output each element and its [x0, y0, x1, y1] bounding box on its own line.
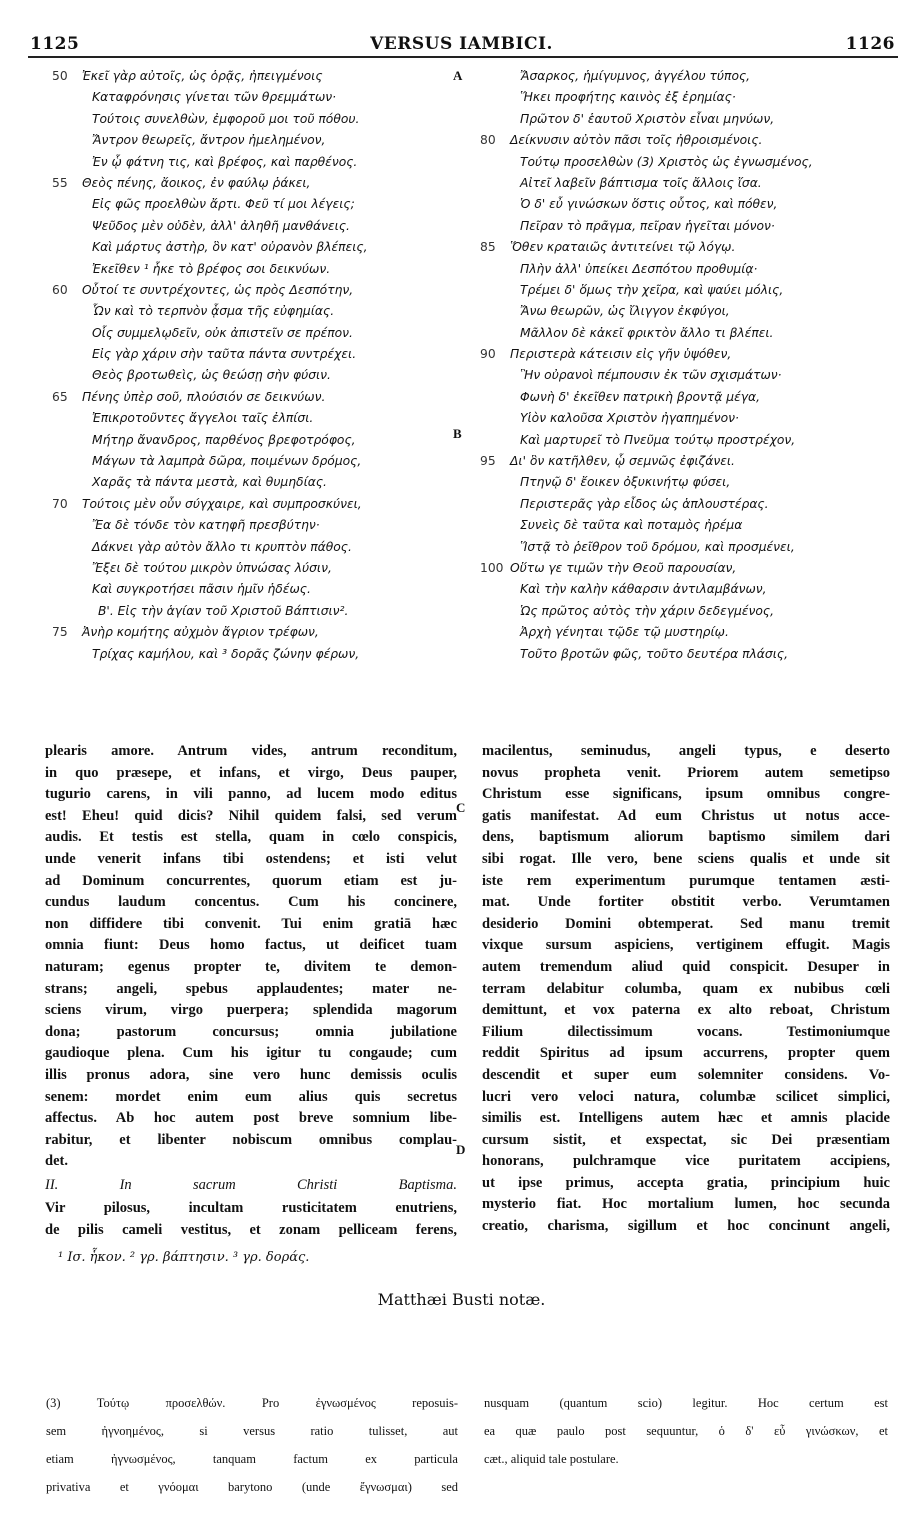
verse-line: [52, 365, 452, 386]
verse-text: Ἐκεῖ γὰρ αὐτοῖς, ὡς ὁρᾷς, ἠπειγμένοις: [82, 69, 323, 83]
prose-line: Christum esse significans, ipsum omnibus congre-: [482, 786, 890, 803]
prose-line: creatio, charisma, sigillum et hoc concinunt angeli,: [482, 1218, 890, 1235]
verse-line: [480, 194, 900, 215]
prose-line: rabitur, et libenter nobiscum omnibus complau-: [45, 1131, 457, 1148]
verse-text: Ἄσαρκος, ἡμίγυμνος, ἀγγέλου τύπος,: [520, 69, 751, 83]
verse-number: 90: [480, 347, 496, 362]
verse-line: [52, 622, 452, 643]
verse-text: Ὡς πρῶτος αὐτὸς τὴν χάριν δεδεγμένος,: [520, 603, 775, 618]
margin-letter-a: A: [453, 68, 463, 83]
verse-text: Καὶ μάρτυς ἀστὴρ, ὃν κατ' οὐρανὸν βλέπεις,: [92, 240, 368, 255]
verse-text: Οὕτω γε τιμῶν τὴν Θεοῦ παρουσίαν,: [510, 560, 737, 575]
verse-text: Πένης ὑπὲρ σοῦ, πλούσιόν σε δεικνύων.: [82, 389, 326, 404]
verse-line: [52, 344, 452, 365]
verse-text: Ὁ δ' εὖ γινώσκων ὅστις οὗτος, καὶ πόθεν,: [520, 197, 778, 212]
poem-title-text: Β'. Εἰς τὴν ἁγίαν τοῦ Χριστοῦ Βάπτισιν².: [98, 603, 349, 618]
verse-text: Ἄνω θεωρῶν, ὡς ἴλιγγον ἐκφύγοι,: [520, 304, 730, 319]
prose-line: tugurio carens, in vili panno, ad lucem modo editus: [45, 786, 457, 803]
verse-line: [480, 494, 900, 515]
verse-line: [52, 109, 452, 130]
verse-line: [52, 152, 452, 173]
verse-text: Οἷς συμμελῳδεῖν, οὐκ ἀπιστεῖν σε πρέπον.: [92, 325, 353, 340]
latin-column-right: [482, 741, 890, 1238]
verse-text: Πεῖραν τὸ πρᾶγμα, πεῖραν ἡγεῖται μόνον·: [520, 218, 775, 233]
verse-line: [52, 644, 452, 665]
verse-line: [480, 537, 900, 558]
verse-text: Ψεῦδος μὲν οὐδὲν, ἀλλ' ἀληθῆ μανθάνεις.: [92, 218, 350, 233]
verse-line: [480, 365, 900, 386]
verse-text: Υἱὸν καλοῦσα Χριστὸν ἠγαπημένον·: [520, 411, 739, 426]
prose-line: det.: [45, 1153, 68, 1170]
verse-line: [480, 515, 900, 536]
running-title: VERSUS IAMBICI.: [370, 34, 553, 54]
verse-text: Μάγων τὰ λαμπρὰ δῶρα, ποιμένων δρόμος,: [92, 454, 362, 469]
prose-line: Filium dilectissimum vocans. Testimoniumque: [482, 1023, 890, 1040]
verse-text: Πρῶτον δ' ἑαυτοῦ Χριστὸν εἶναι μηνύων,: [520, 111, 775, 126]
verse-line: [480, 323, 900, 344]
prose-line: audis. Et testis est stella, quam in cœlo conspicis,: [45, 829, 457, 846]
verse-line: [52, 130, 452, 151]
verse-number: 55: [52, 175, 68, 190]
header-rule: [28, 56, 898, 58]
prose-line: etiam ἠγνωσμένος, tanquam factum ex particula: [46, 1451, 458, 1466]
verse-text: Καὶ συγκροτήσει πᾶσιν ἡμῖν ἡδέως.: [92, 582, 311, 597]
prose-line: affectus. Ab hoc autem post breve somnium libe-: [45, 1110, 457, 1127]
verse-line: [480, 451, 900, 472]
verse-line: [480, 387, 900, 408]
verse-line: [480, 622, 900, 643]
verse-line: [52, 216, 452, 237]
verse-text: Ἀρχὴ γένηται τῷδε τῷ μυστηρίῳ.: [520, 625, 729, 640]
verse-line: [480, 87, 900, 108]
verse-text: Περιστερὰ κάτεισιν εἰς γῆν ὑψόθεν,: [510, 347, 732, 362]
verse-number: 100: [480, 560, 504, 575]
verse-line: [480, 601, 900, 622]
prose-line: dona; pastorum concursus; omnia jubilatione: [45, 1023, 457, 1040]
verse-line: [52, 451, 452, 472]
verse-line: [52, 408, 452, 429]
verse-line: [52, 280, 452, 301]
verse-text: Ἄντρον θεωρεῖς, ἄντρον ἠμελημένον,: [92, 133, 326, 148]
verse-line: [480, 472, 900, 493]
verse-text: Εἰς γὰρ χάριν σὴν ταῦτα πάντα συντρέχει.: [92, 347, 357, 362]
verse-text: Τούτῳ προσελθὼν (3) Χριστὸς ὡς ἐγνωσμένος,: [520, 154, 813, 169]
verse-line: [480, 344, 900, 365]
verse-text: Ἥκει προφήτης καινὸς ἐξ ἐρημίας·: [520, 90, 736, 105]
prose-line: novus propheta venit. Priorem autem semetipso: [482, 764, 890, 781]
prose-line: descendit et super eum solemniter considens. Vo-: [482, 1066, 890, 1083]
verse-text: Ἣν οὐρανοὶ πέμπουσιν ἐκ τῶν σχισμάτων·: [520, 368, 782, 383]
verse-line: [480, 173, 900, 194]
prose-line: strans; angeli, spebus applaudentes; mater ne-: [45, 980, 457, 997]
verse-line: [52, 430, 452, 451]
prose-line: unde venerit infans tibi ostendens; et isti velut: [45, 850, 457, 867]
prose-line: (3) Τούτῳ προσελθών. Pro ἐγνωσμένος reposuis-: [46, 1395, 458, 1410]
verse-text: Ὅθεν κραταιῶς ἀντιτείνει τῷ λόγῳ.: [510, 240, 736, 255]
prose-line: plearis amore. Antrum vides, antrum reconditum,: [45, 743, 457, 759]
verse-line: [52, 259, 452, 280]
verse-line: [480, 301, 900, 322]
prose-line: gaudioque plena. Cum his igitur tu congaude; cum: [45, 1045, 457, 1062]
verse-text: Μήτηρ ἄνανδρος, παρθένος βρεφοτρόφος,: [92, 432, 356, 447]
verse-text: Τούτοις μὲν οὖν σύγχαιρε, καὶ συμπροσκύνει,: [82, 496, 362, 511]
verse-text: Ἵστᾷ τὸ ῥεῖθρον τοῦ δρόμου, καὶ προσμένει,: [520, 539, 795, 554]
verse-line: [480, 430, 900, 451]
verse-line: [52, 537, 452, 558]
page-number-right: 1126: [845, 34, 895, 54]
verse-line: [480, 408, 900, 429]
verse-text: Αἰτεῖ λαβεῖν βάπτισμα τοῖς ἄλλοις ἴσα.: [520, 175, 762, 190]
verse-line: [480, 66, 900, 87]
prose-line: terram delabitur columba, quam ex nubibus cœli: [482, 980, 890, 997]
prose-line: Vir pilosus, incultam rusticitatem enutriens,: [45, 1200, 457, 1217]
prose-line: similis est. Intelligens autem hæc et amnis placide: [482, 1110, 890, 1127]
verse-line: [480, 280, 900, 301]
verse-text: Χαρᾶς τὰ πάντα μεστὰ, καὶ θυμηδίας.: [92, 475, 327, 490]
verse-text: Ἐν ᾧ φάτνη τις, καὶ βρέφος, καὶ παρθένος.: [92, 154, 358, 169]
prose-line: senem: mordet enim eum alius quis secretus: [45, 1088, 457, 1105]
margin-letter-d: D: [456, 1142, 466, 1157]
prose-line: ea quæ paulo post sequuntur, ὁ δ' εὖ γινώσκων, et: [484, 1423, 888, 1438]
verse-text: Συνεὶς δὲ ταῦτα καὶ ποταμὸς ἠρέμα: [520, 518, 743, 533]
prose-line: sem ἠγνοημένος, si versus ratio tulisset, aut: [46, 1423, 458, 1438]
verse-text: Φωνὴ δ' ἐκεῖθεν πατρικὴ βροντᾷ μέγα,: [520, 389, 761, 404]
verse-line: [52, 472, 452, 493]
verse-text: Τούτοις συνελθὼν, ἐμφοροῦ μοι τοῦ πόθου.: [92, 111, 360, 126]
prose-line: dens, baptismum aliorum baptismo similem dari: [482, 829, 890, 846]
verse-text: Καὶ τὴν καλὴν κάθαρσιν ἀντιλαμβάνων,: [520, 582, 767, 597]
prose-line: omnia fiunt: Deus homo factus, ut deificet tuam: [45, 937, 457, 954]
verse-line: [52, 515, 452, 536]
poem-title-greek: [52, 601, 452, 622]
prose-line: cundus laudum concentus. Cum his concinere,: [45, 894, 457, 911]
verse-text: Πλὴν ἀλλ' ὑπείκει Δεσπότου προθυμίᾳ·: [520, 261, 758, 276]
note-right: [484, 1383, 888, 1480]
greek-column-right: [480, 66, 900, 665]
verse-text: Καὶ μαρτυρεῖ τὸ Πνεῦμα τούτῳ προστρέχον,: [520, 432, 796, 447]
prose-line: in quo præsepe, et infans, et virgo, Deus pauper,: [45, 764, 457, 781]
prose-line: cursum sistit, et exspectat, sic Dei præsentiam: [482, 1131, 890, 1148]
verse-text: Ἔξει δὲ τούτου μικρὸν ὑπνώσας λύσιν,: [92, 560, 332, 575]
verse-text: Θεὸς πένης, ἄοικος, ἐν φαύλῳ ῥάκει,: [82, 175, 311, 190]
verse-number: 85: [480, 240, 496, 255]
verse-number: 65: [52, 389, 68, 404]
greek-column-left: [52, 66, 452, 665]
verse-line: [52, 301, 452, 322]
prose-line: iste rem experimentum purumque tentamen æsti-: [482, 872, 890, 889]
prose-line: demittunt, et vox paterna ex alto reboat, Christum: [482, 1002, 890, 1019]
page-number-left: 1125: [30, 34, 80, 54]
verse-line: [480, 558, 900, 579]
latin-column-left: [45, 741, 457, 1242]
verse-line: [480, 579, 900, 600]
verse-text: Ἐπικροτοῦντες ἄγγελοι ταῖς ἐλπίσι.: [92, 411, 314, 426]
verse-text: Τρέμει δ' ὅμως τὴν χεῖρα, καὶ ψαύει μόλις,: [520, 282, 784, 297]
prose-line: privativa et γνόομαι barytono (unde ἔγνωσμαι) sed: [46, 1479, 458, 1494]
verse-number: 95: [480, 454, 496, 469]
verse-line: [480, 216, 900, 237]
verse-line: [52, 323, 452, 344]
prose-line: non diffidere tibi convenit. Tui enim gratiā hæc: [45, 915, 457, 932]
verse-text: Μᾶλλον δὲ κἀκεῖ φρικτὸν ἄλλο τι βλέπει.: [520, 325, 774, 340]
verse-text: Καταφρόνησις γίνεται τῶν θρεμμάτων·: [92, 90, 337, 105]
prose-line: honorans, pulchramque vice puritatem accipiens,: [482, 1153, 890, 1170]
prose-line: est! Eheu! quid dicis? Nihil quidem falsi, sed verum: [45, 807, 457, 824]
prose-line: reddit Spiritus ad ipsum accurrens, propter quem: [482, 1045, 890, 1062]
prose-line: autem tremendum aliud quid conspicit. Desuper in: [482, 958, 890, 975]
prose-line: cæt., aliquid tale postulare.: [484, 1451, 619, 1466]
margin-letter-c: C: [456, 800, 466, 815]
verse-text: Δάκνει γὰρ αὐτὸν ἄλλο τι κρυπτὸν πάθος.: [92, 539, 352, 554]
verse-number: 75: [52, 625, 68, 640]
prose-line: desiderio Domini obtemperat. Sed manu tremit: [482, 915, 890, 932]
verse-line: [52, 387, 452, 408]
prose-line: vixque sursum aspiciens, vertiginem effugit. Magis: [482, 937, 890, 954]
verse-text: Ὧν καὶ τὸ τερπνὸν ᾆσμα τῆς εὐφημίας.: [92, 304, 335, 319]
verse-line: [52, 87, 452, 108]
verse-line: [480, 644, 900, 665]
verse-line: [480, 152, 900, 173]
verse-text: Οὗτοί τε συντρέχοντες, ὡς πρὸς Δεσπότην,: [82, 282, 354, 297]
prose-line: naturam; egenus propter te, divitem te demon-: [45, 958, 457, 975]
verse-line: [480, 130, 900, 151]
notes-heading: Matthæi Busti notæ.: [377, 1290, 546, 1309]
verse-text: Ἀνὴρ κομήτης αὐχμὸν ἄγριον τρέφων,: [82, 625, 319, 640]
verse-line: [480, 237, 900, 258]
verse-text: Δείκνυσιν αὐτὸν πᾶσι τοῖς ἠθροισμένοις.: [510, 133, 763, 148]
verse-text: Ἔα δὲ τόνδε τὸν κατηφῆ πρεσβύτην·: [92, 518, 320, 533]
verse-number: 50: [52, 69, 68, 83]
verse-text: Πτηνῷ δ' ἔοικεν ὀξυκινήτῳ φύσει,: [520, 475, 731, 490]
greek-footnotes: ¹ Ισ. ἧκον. ² γρ. βάπτησιν. ³ γρ. δοράς.: [58, 1250, 310, 1265]
verse-number: 80: [480, 133, 496, 148]
prose-line: mysterio fiat. Hoc mortalium lumen, hoc secunda: [482, 1196, 890, 1213]
verse-text: Ἐκεῖθεν ¹ ἧκε τὸ βρέφος σοι δεικνύων.: [92, 261, 331, 276]
prose-line: gatis manifestat. Ad eum Christus ut notus acce-: [482, 807, 890, 824]
verse-line: [52, 173, 452, 194]
prose-line: nusquam (quantum scio) legitur. Hoc certum est: [484, 1395, 888, 1410]
note-left: [46, 1383, 458, 1508]
verse-number: 60: [52, 282, 68, 297]
verse-text: Τοῦτο βροτῶν φῶς, τοῦτο δευτέρα πλάσις,: [520, 646, 788, 661]
verse-number: 70: [52, 496, 68, 511]
verse-line: [480, 109, 900, 130]
prose-line: sibi rogat. Ille vero, bene sciens qualis et unde sit: [482, 850, 890, 867]
verse-line: [52, 194, 452, 215]
verse-text: Δι' ὃν κατῆλθεν, ᾧ σεμνῶς ἐφιζάνει.: [510, 454, 735, 469]
prose-line: macilentus, seminudus, angeli typus, e deserto: [482, 743, 890, 759]
prose-line: lucri vero veloci natura, columbæ scilicet simplici,: [482, 1088, 890, 1105]
verse-text: Θεὸς βροτωθεὶς, ὡς θεώσῃ σὴν φύσιν.: [92, 368, 331, 383]
poem-title-latin: II. In sacrum Christi Baptisma.: [45, 1176, 457, 1193]
verse-line: [52, 237, 452, 258]
verse-text: Περιστερᾶς γὰρ εἶδος ὡς ἁπλουστέρας.: [520, 496, 769, 511]
verse-line: [52, 558, 452, 579]
verse-line: [52, 579, 452, 600]
prose-line: sciens virum, virgo puerpera; splendida magorum: [45, 1002, 457, 1019]
prose-line: mat. Unde fortiter obstitit verbo. Verumtamen: [482, 894, 890, 911]
prose-line: ad Dominum concurrentes, quorum etiam est ju-: [45, 872, 457, 889]
verse-text: Εἰς φῶς προελθὼν ἄρτι. Φεῦ τί μοι λέγεις;: [92, 197, 355, 212]
verse-line: [52, 66, 452, 87]
margin-letter-b: B: [453, 426, 462, 441]
verse-text: Τρίχας καμήλου, καὶ ³ δορᾶς ζώνην φέρων,: [92, 646, 360, 661]
prose-line: illis pronus adora, sine vero hunc demissis oculis: [45, 1066, 457, 1083]
verse-line: [52, 494, 452, 515]
prose-line: de pilis cameli vestitus, et zonam pelliceam ferens,: [45, 1222, 457, 1239]
prose-line: ut ipse primus, accepta gratia, principium huic: [482, 1174, 890, 1191]
verse-line: [480, 259, 900, 280]
